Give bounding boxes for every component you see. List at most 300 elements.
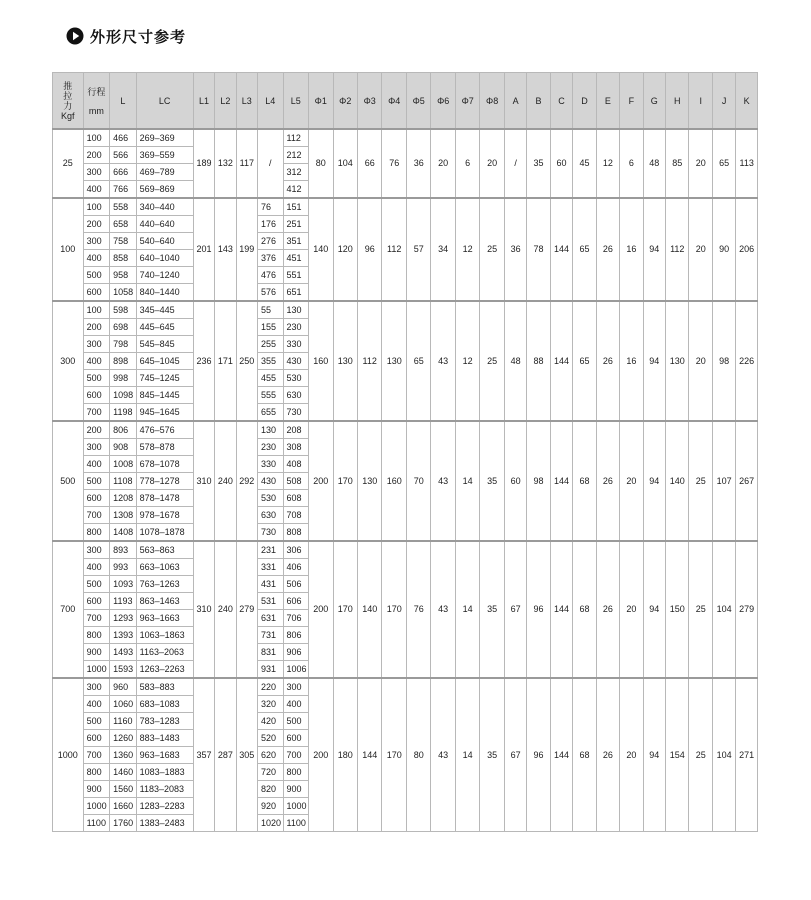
stroke-value: 600 xyxy=(83,730,110,747)
l5-value: 708 xyxy=(283,507,309,524)
stroke-value: 300 xyxy=(83,233,110,250)
phi1-value: 200 xyxy=(309,421,333,541)
stroke-value: 400 xyxy=(83,181,110,199)
phi5-value: 65 xyxy=(406,301,430,421)
table-row xyxy=(53,129,758,147)
lc-value: 1283–2283 xyxy=(136,798,193,815)
l4-value: / xyxy=(258,129,284,198)
b-value: 96 xyxy=(527,541,550,678)
lc-value: 445–645 xyxy=(136,319,193,336)
phi6-value: 43 xyxy=(431,421,455,541)
k-value: 271 xyxy=(736,678,758,832)
l4-value: 420 xyxy=(258,713,284,730)
l4-value: 255 xyxy=(258,336,284,353)
d-value: 68 xyxy=(573,421,596,541)
l5-value: 308 xyxy=(283,439,309,456)
l4-value: 720 xyxy=(258,764,284,781)
l5-value: 906 xyxy=(283,644,309,661)
l-value: 1360 xyxy=(110,747,137,764)
stroke-value: 200 xyxy=(83,147,110,164)
l5-value: 606 xyxy=(283,593,309,610)
phi4-value: 170 xyxy=(382,541,406,678)
phi1-value: 160 xyxy=(309,301,333,421)
force-value: 700 xyxy=(53,541,84,678)
lc-value: 683–1083 xyxy=(136,696,193,713)
h-value: 112 xyxy=(666,198,689,301)
l-value: 1393 xyxy=(110,627,137,644)
e-value: 26 xyxy=(596,301,619,421)
l-value: 1408 xyxy=(110,524,137,542)
l5-value: 600 xyxy=(283,730,309,747)
c-value: 144 xyxy=(550,421,572,541)
lc-value: 745–1245 xyxy=(136,370,193,387)
b-value: 98 xyxy=(527,421,550,541)
table-body xyxy=(53,129,758,832)
table-row xyxy=(53,541,758,559)
header-force-line: 拉 xyxy=(63,90,73,101)
header-phi8: Φ8 xyxy=(480,73,504,130)
lc-value: 740–1240 xyxy=(136,267,193,284)
stroke-value: 400 xyxy=(83,250,110,267)
k-value: 226 xyxy=(736,301,758,421)
l3-value: 117 xyxy=(236,129,257,198)
stroke-value: 700 xyxy=(83,404,110,422)
phi5-value: 70 xyxy=(406,421,430,541)
g-value: 94 xyxy=(643,421,665,541)
lc-value: 1078–1878 xyxy=(136,524,193,542)
phi6-value: 34 xyxy=(431,198,455,301)
header-l3: L3 xyxy=(236,73,257,130)
header-phi5: Φ5 xyxy=(406,73,430,130)
header-phi3: Φ3 xyxy=(357,73,381,130)
a-value: / xyxy=(504,129,526,198)
lc-value: 840–1440 xyxy=(136,284,193,302)
k-value: 267 xyxy=(736,421,758,541)
stroke-value: 1100 xyxy=(83,815,110,832)
header-stroke xyxy=(83,73,110,130)
phi3-value: 130 xyxy=(357,421,381,541)
j-value: 98 xyxy=(712,301,735,421)
l-value: 1293 xyxy=(110,610,137,627)
l5-value: 530 xyxy=(283,370,309,387)
i-value: 25 xyxy=(689,541,712,678)
g-value: 94 xyxy=(643,678,665,832)
l4-value: 455 xyxy=(258,370,284,387)
l-value: 1460 xyxy=(110,764,137,781)
force-value: 100 xyxy=(53,198,84,301)
header-k: K xyxy=(736,73,758,130)
lc-value: 963–1683 xyxy=(136,747,193,764)
h-value: 85 xyxy=(666,129,689,198)
header-l2: L2 xyxy=(215,73,236,130)
lc-value: 476–576 xyxy=(136,421,193,439)
header-phi6: Φ6 xyxy=(431,73,455,130)
phi6-value: 20 xyxy=(431,129,455,198)
phi5-value: 80 xyxy=(406,678,430,832)
stroke-value: 500 xyxy=(83,713,110,730)
dimension-table xyxy=(52,72,758,832)
lc-value: 678–1078 xyxy=(136,456,193,473)
l1-value: 201 xyxy=(193,198,214,301)
stroke-value: 500 xyxy=(83,473,110,490)
l2-value: 143 xyxy=(215,198,236,301)
l4-value: 431 xyxy=(258,576,284,593)
header-j: J xyxy=(712,73,735,130)
l-value: 1058 xyxy=(110,284,137,302)
l-value: 766 xyxy=(110,181,137,199)
stroke-value: 1000 xyxy=(83,661,110,679)
phi6-value: 43 xyxy=(431,541,455,678)
l4-value: 230 xyxy=(258,439,284,456)
l5-value: 451 xyxy=(283,250,309,267)
l4-value: 555 xyxy=(258,387,284,404)
l-value: 566 xyxy=(110,147,137,164)
e-value: 26 xyxy=(596,421,619,541)
l5-value: 806 xyxy=(283,627,309,644)
l1-value: 310 xyxy=(193,541,214,678)
e-value: 12 xyxy=(596,129,619,198)
lc-value: 340–440 xyxy=(136,198,193,216)
header-l1: L1 xyxy=(193,73,214,130)
lc-value: 663–1063 xyxy=(136,559,193,576)
stroke-value: 800 xyxy=(83,627,110,644)
stroke-value: 700 xyxy=(83,747,110,764)
l-value: 858 xyxy=(110,250,137,267)
l4-value: 355 xyxy=(258,353,284,370)
l2-value: 171 xyxy=(215,301,236,421)
l-value: 1060 xyxy=(110,696,137,713)
l4-value: 531 xyxy=(258,593,284,610)
phi2-value: 130 xyxy=(333,301,357,421)
header-i: I xyxy=(689,73,712,130)
stroke-value: 600 xyxy=(83,593,110,610)
l-value: 1160 xyxy=(110,713,137,730)
l5-value: 312 xyxy=(283,164,309,181)
l4-value: 920 xyxy=(258,798,284,815)
phi2-value: 170 xyxy=(333,541,357,678)
phi7-value: 12 xyxy=(455,301,479,421)
stroke-value: 400 xyxy=(83,353,110,370)
lc-value: 778–1278 xyxy=(136,473,193,490)
l4-value: 476 xyxy=(258,267,284,284)
f-value: 20 xyxy=(620,541,643,678)
phi6-value: 43 xyxy=(431,301,455,421)
l5-value: 800 xyxy=(283,764,309,781)
a-value: 67 xyxy=(504,541,526,678)
lc-value: 645–1045 xyxy=(136,353,193,370)
header-l4: L4 xyxy=(258,73,284,130)
e-value: 26 xyxy=(596,198,619,301)
header-row xyxy=(53,73,758,130)
a-value: 36 xyxy=(504,198,526,301)
header-lc: LC xyxy=(136,73,193,130)
phi1-value: 200 xyxy=(309,678,333,832)
b-value: 78 xyxy=(527,198,550,301)
lc-value: 945–1645 xyxy=(136,404,193,422)
stroke-value: 600 xyxy=(83,284,110,302)
phi7-value: 6 xyxy=(455,129,479,198)
stroke-value: 500 xyxy=(83,267,110,284)
phi8-value: 35 xyxy=(480,421,504,541)
l4-value: 530 xyxy=(258,490,284,507)
stroke-value: 300 xyxy=(83,164,110,181)
l4-value: 630 xyxy=(258,507,284,524)
stroke-value: 300 xyxy=(83,541,110,559)
lc-value: 578–878 xyxy=(136,439,193,456)
k-value: 113 xyxy=(736,129,758,198)
phi8-value: 25 xyxy=(480,198,504,301)
lc-value: 569–869 xyxy=(136,181,193,199)
lc-value: 1263–2263 xyxy=(136,661,193,679)
phi8-value: 25 xyxy=(480,301,504,421)
stroke-value: 100 xyxy=(83,198,110,216)
l-value: 1760 xyxy=(110,815,137,832)
stroke-value: 100 xyxy=(83,129,110,147)
lc-value: 963–1663 xyxy=(136,610,193,627)
stroke-value: 600 xyxy=(83,387,110,404)
phi8-value: 35 xyxy=(480,678,504,832)
l5-value: 408 xyxy=(283,456,309,473)
header-phi2: Φ2 xyxy=(333,73,357,130)
d-value: 65 xyxy=(573,301,596,421)
j-value: 104 xyxy=(712,678,735,832)
c-value: 144 xyxy=(550,198,572,301)
stroke-value: 300 xyxy=(83,439,110,456)
l-value: 806 xyxy=(110,421,137,439)
l-value: 1208 xyxy=(110,490,137,507)
l4-value: 520 xyxy=(258,730,284,747)
l4-value: 730 xyxy=(258,524,284,542)
force-value: 300 xyxy=(53,301,84,421)
l5-value: 406 xyxy=(283,559,309,576)
a-value: 67 xyxy=(504,678,526,832)
l-value: 1098 xyxy=(110,387,137,404)
l-value: 1260 xyxy=(110,730,137,747)
l5-value: 651 xyxy=(283,284,309,302)
l5-value: 306 xyxy=(283,541,309,559)
lc-value: 563–863 xyxy=(136,541,193,559)
i-value: 25 xyxy=(689,421,712,541)
phi2-value: 104 xyxy=(333,129,357,198)
l-value: 798 xyxy=(110,336,137,353)
phi4-value: 170 xyxy=(382,678,406,832)
l-value: 960 xyxy=(110,678,137,696)
header-stroke-line: 行程 xyxy=(87,87,106,97)
l2-value: 240 xyxy=(215,541,236,678)
l4-value: 820 xyxy=(258,781,284,798)
phi3-value: 112 xyxy=(357,301,381,421)
e-value: 26 xyxy=(596,678,619,832)
header-stroke-line: mm xyxy=(88,106,104,116)
header-c: C xyxy=(550,73,572,130)
stroke-value: 900 xyxy=(83,644,110,661)
l-value: 698 xyxy=(110,319,137,336)
stroke-value: 800 xyxy=(83,764,110,781)
header-e: E xyxy=(596,73,619,130)
lc-value: 540–640 xyxy=(136,233,193,250)
l5-value: 400 xyxy=(283,696,309,713)
phi3-value: 66 xyxy=(357,129,381,198)
l3-value: 292 xyxy=(236,421,257,541)
f-value: 16 xyxy=(620,301,643,421)
f-value: 16 xyxy=(620,198,643,301)
a-value: 48 xyxy=(504,301,526,421)
l5-value: 112 xyxy=(283,129,309,147)
g-value: 48 xyxy=(643,129,665,198)
l1-value: 236 xyxy=(193,301,214,421)
lc-value: 783–1283 xyxy=(136,713,193,730)
lc-value: 1383–2483 xyxy=(136,815,193,832)
phi3-value: 96 xyxy=(357,198,381,301)
l5-value: 300 xyxy=(283,678,309,696)
table-row xyxy=(53,198,758,216)
l5-value: 808 xyxy=(283,524,309,542)
l4-value: 130 xyxy=(258,421,284,439)
l4-value: 620 xyxy=(258,747,284,764)
l-value: 1108 xyxy=(110,473,137,490)
phi8-value: 20 xyxy=(480,129,504,198)
lc-value: 545–845 xyxy=(136,336,193,353)
l5-value: 508 xyxy=(283,473,309,490)
lc-value: 763–1263 xyxy=(136,576,193,593)
phi5-value: 76 xyxy=(406,541,430,678)
l2-value: 287 xyxy=(215,678,236,832)
l5-value: 700 xyxy=(283,747,309,764)
stroke-value: 500 xyxy=(83,370,110,387)
stroke-value: 700 xyxy=(83,610,110,627)
c-value: 144 xyxy=(550,678,572,832)
l4-value: 155 xyxy=(258,319,284,336)
a-value: 60 xyxy=(504,421,526,541)
header-force-line: 推 xyxy=(63,80,73,91)
l5-value: 412 xyxy=(283,181,309,199)
phi2-value: 120 xyxy=(333,198,357,301)
l-value: 958 xyxy=(110,267,137,284)
phi5-value: 57 xyxy=(406,198,430,301)
l-value: 1198 xyxy=(110,404,137,422)
lc-value: 1163–2063 xyxy=(136,644,193,661)
l-value: 1560 xyxy=(110,781,137,798)
l-value: 1593 xyxy=(110,661,137,679)
i-value: 20 xyxy=(689,198,712,301)
force-value: 1000 xyxy=(53,678,84,832)
table-row xyxy=(53,421,758,439)
phi5-value: 36 xyxy=(406,129,430,198)
i-value: 20 xyxy=(689,301,712,421)
lc-value: 1063–1863 xyxy=(136,627,193,644)
lc-value: 269–369 xyxy=(136,129,193,147)
c-value: 144 xyxy=(550,301,572,421)
stroke-value: 200 xyxy=(83,216,110,233)
l3-value: 250 xyxy=(236,301,257,421)
l-value: 1008 xyxy=(110,456,137,473)
l5-value: 900 xyxy=(283,781,309,798)
header-l: L xyxy=(110,73,137,130)
title-text: 外形尺寸参考 xyxy=(90,28,187,46)
stroke-value: 200 xyxy=(83,319,110,336)
l-value: 666 xyxy=(110,164,137,181)
phi2-value: 170 xyxy=(333,421,357,541)
phi8-value: 35 xyxy=(480,541,504,678)
l-value: 908 xyxy=(110,439,137,456)
l5-value: 251 xyxy=(283,216,309,233)
lc-value: 583–883 xyxy=(136,678,193,696)
stroke-value: 800 xyxy=(83,524,110,542)
l4-value: 176 xyxy=(258,216,284,233)
d-value: 45 xyxy=(573,129,596,198)
l-value: 558 xyxy=(110,198,137,216)
phi1-value: 200 xyxy=(309,541,333,678)
phi4-value: 130 xyxy=(382,301,406,421)
b-value: 96 xyxy=(527,678,550,832)
stroke-value: 400 xyxy=(83,696,110,713)
l3-value: 199 xyxy=(236,198,257,301)
phi7-value: 12 xyxy=(455,198,479,301)
l4-value: 320 xyxy=(258,696,284,713)
l-value: 1093 xyxy=(110,576,137,593)
l5-value: 506 xyxy=(283,576,309,593)
h-value: 140 xyxy=(666,421,689,541)
force-value: 25 xyxy=(53,129,84,198)
lc-value: 640–1040 xyxy=(136,250,193,267)
k-value: 206 xyxy=(736,198,758,301)
phi7-value: 14 xyxy=(455,678,479,832)
l1-value: 357 xyxy=(193,678,214,832)
d-value: 68 xyxy=(573,541,596,678)
l4-value: 376 xyxy=(258,250,284,267)
l-value: 993 xyxy=(110,559,137,576)
l3-value: 305 xyxy=(236,678,257,832)
phi1-value: 80 xyxy=(309,129,333,198)
header-b: B xyxy=(527,73,550,130)
l4-value: 731 xyxy=(258,627,284,644)
stroke-value: 700 xyxy=(83,507,110,524)
l4-value: 655 xyxy=(258,404,284,422)
l5-value: 706 xyxy=(283,610,309,627)
l4-value: 220 xyxy=(258,678,284,696)
h-value: 154 xyxy=(666,678,689,832)
l3-value: 279 xyxy=(236,541,257,678)
l4-value: 576 xyxy=(258,284,284,302)
header-force-line: 力 xyxy=(63,100,73,111)
l5-value: 212 xyxy=(283,147,309,164)
l-value: 1308 xyxy=(110,507,137,524)
phi7-value: 14 xyxy=(455,541,479,678)
lc-value: 345–445 xyxy=(136,301,193,319)
j-value: 90 xyxy=(712,198,735,301)
table-row xyxy=(53,301,758,319)
lc-value: 883–1483 xyxy=(136,730,193,747)
header-d: D xyxy=(573,73,596,130)
l5-value: 630 xyxy=(283,387,309,404)
l5-value: 230 xyxy=(283,319,309,336)
stroke-value: 1000 xyxy=(83,798,110,815)
stroke-value: 100 xyxy=(83,301,110,319)
stroke-value: 300 xyxy=(83,678,110,696)
stroke-value: 500 xyxy=(83,576,110,593)
f-value: 6 xyxy=(620,129,643,198)
j-value: 107 xyxy=(712,421,735,541)
phi4-value: 160 xyxy=(382,421,406,541)
lc-value: 369–559 xyxy=(136,147,193,164)
h-value: 130 xyxy=(666,301,689,421)
l5-value: 608 xyxy=(283,490,309,507)
l-value: 893 xyxy=(110,541,137,559)
l-value: 1193 xyxy=(110,593,137,610)
l5-value: 500 xyxy=(283,713,309,730)
phi1-value: 140 xyxy=(309,198,333,301)
lc-value: 440–640 xyxy=(136,216,193,233)
